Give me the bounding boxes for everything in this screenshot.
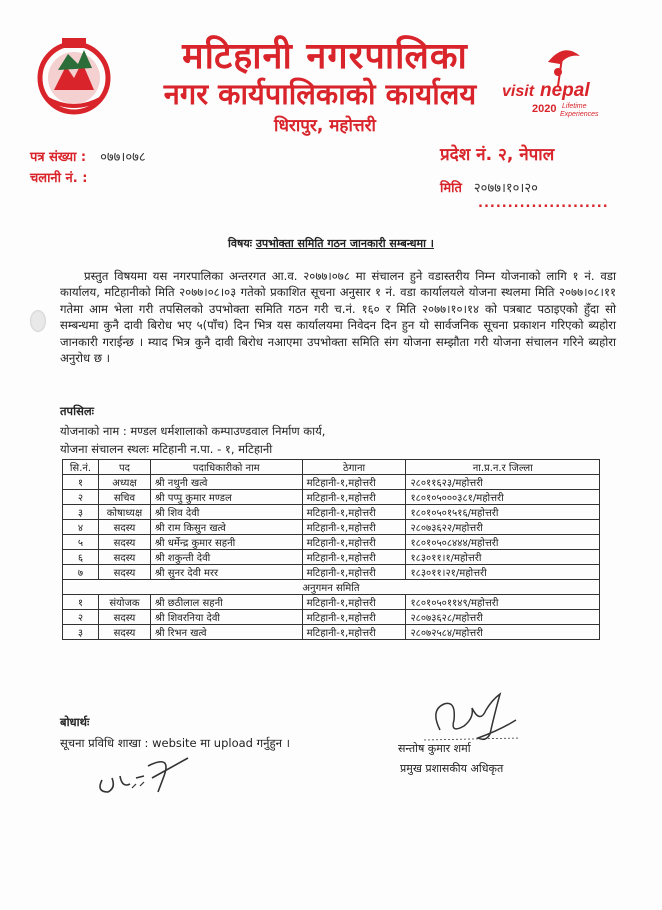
col-sn: सि.नं. — [63, 460, 99, 475]
col-name: पदाधिकारीको नाम — [150, 460, 302, 475]
chalani-label: चलानी नं. : — [30, 171, 88, 186]
signatory-title: प्रमुख प्रशासकीय अधिकृत — [400, 762, 504, 775]
visit-year: 2020 — [532, 103, 557, 115]
sn-cell: १ — [63, 595, 99, 610]
name-cell: श्री धर्मेन्द्र कुमार सहनी — [150, 535, 302, 550]
visit-word: visit — [502, 83, 535, 100]
post-cell: कोषाध्यक्ष — [98, 505, 150, 520]
sn-cell: ७ — [63, 565, 99, 580]
visit-nepal-logo — [498, 42, 618, 128]
address-cell: मटिहानी-१,महोत्तरी — [302, 550, 406, 565]
citizenship-cell: १८०१०५०८४४४/महोत्तरी — [406, 535, 600, 550]
tapsil-label: तपसिलः — [60, 404, 94, 418]
name-cell: श्री सुनर देवी मरर — [150, 565, 302, 580]
name-cell: श्री शिव देवी — [150, 505, 302, 520]
table-row — [63, 595, 600, 610]
name-cell: श्री नथुनी खत्वे — [150, 475, 302, 490]
subject-text: उपभोक्ता समिति गठन जानकारी सम्बन्धमा । — [255, 237, 434, 250]
subject-prefix: विषयः — [228, 237, 252, 250]
name-cell: श्री रिभन खत्वे — [150, 625, 302, 640]
table-row — [63, 505, 600, 520]
address-cell: मटिहानी-१,महोत्तरी — [302, 565, 406, 580]
bodhartha-label: बोधार्थः — [60, 715, 90, 729]
sn-cell: ३ — [63, 625, 99, 640]
sn-cell: ४ — [63, 520, 99, 535]
col-post: पद — [98, 460, 150, 475]
post-cell: सदस्य — [98, 610, 150, 625]
address-cell: मटिहानी-१,महोत्तरी — [302, 475, 406, 490]
date-value: २०७७।१०।२० — [473, 181, 538, 196]
name-cell: श्री पप्पु कुमार मण्डल — [150, 490, 302, 505]
sn-cell: २ — [63, 490, 99, 505]
project-site: योजना संचालन स्थलः मटिहानी न.पा. - १, मटिहानी — [60, 442, 273, 456]
citizenship-cell: १८०१०५०१५१६/महोत्तरी — [406, 505, 600, 520]
col-citizenship: ना.प्र.न.र जिल्ला — [406, 460, 600, 475]
body-paragraph-block — [60, 268, 616, 366]
visit-tagline-1: Lifetime — [562, 103, 587, 110]
patra-value: ०७७।०७८ — [100, 150, 146, 165]
sn-cell: १ — [63, 475, 99, 490]
sn-cell: ३ — [63, 505, 99, 520]
section-label: अनुगमन समिति — [63, 580, 600, 595]
signatory-name: सन्तोष कुमार शर्मा — [398, 742, 471, 755]
citizenship-cell: १८३०११।२१/महोत्तरी — [406, 565, 600, 580]
citizenship-cell: २८०७३६२२/महोत्तरी — [406, 520, 600, 535]
initials-signature — [92, 748, 202, 806]
sn-cell: ५ — [63, 535, 99, 550]
post-cell: सदस्य — [98, 520, 150, 535]
office-address: धिरापुर, महोत्तरी — [274, 116, 376, 136]
bodhartha-note: सूचना प्रविधि शाखा : website मा upload गर्नुहुन । — [60, 736, 290, 750]
citizenship-cell: २८०७३६२८/महोत्तरी — [406, 610, 600, 625]
sn-cell: २ — [63, 610, 99, 625]
project-name: योजनाको नाम : मण्डल धर्मशालाको कम्पाउण्डवाल निर्माण कार्य, — [60, 424, 326, 438]
address-cell: मटिहानी-१,महोत्तरी — [302, 520, 406, 535]
post-cell: सदस्य — [98, 565, 150, 580]
officer-signature — [420, 690, 530, 746]
table-row — [63, 475, 600, 490]
col-address: ठेगाना — [302, 460, 406, 475]
post-cell: सदस्य — [98, 625, 150, 640]
citizenship-cell: १८०१०५०००३८१/महोत्तरी — [406, 490, 600, 505]
name-cell: श्री शिवरनिया देवी — [150, 610, 302, 625]
date-label: मिति — [440, 181, 462, 196]
name-cell: श्री छठीलाल सहनी — [150, 595, 302, 610]
punch-hole — [30, 310, 46, 332]
post-cell: सदस्य — [98, 535, 150, 550]
nepal-word: nepal — [540, 80, 590, 101]
emblem-icon — [28, 28, 138, 118]
address-cell: मटिहानी-१,महोत्तरी — [302, 595, 406, 610]
address-cell: मटिहानी-१,महोत्तरी — [302, 490, 406, 505]
citizenship-cell: १८३०११।१/महोत्तरी — [406, 550, 600, 565]
committee-table — [62, 459, 600, 640]
citizenship-cell: १८०१०५०११४९/महोत्तरी — [406, 595, 600, 610]
address-cell: मटिहानी-१,महोत्तरी — [302, 625, 406, 640]
table-row — [63, 490, 600, 505]
address-cell: मटिहानी-१,महोत्तरी — [302, 610, 406, 625]
table-row — [63, 565, 600, 580]
visit-tagline-2: Experiences — [560, 111, 599, 118]
citizenship-cell: २८०७२५८४/महोत्तरी — [406, 625, 600, 640]
table-header-row — [63, 460, 600, 475]
section-row — [63, 580, 600, 595]
post-cell: अध्यक्ष — [98, 475, 150, 490]
municipality-title: मटिहानी नगरपालिका — [182, 36, 468, 77]
office-title: नगर कार्यपालिकाको कार्यालय — [163, 77, 477, 111]
table-row — [63, 535, 600, 550]
post-cell: संयोजक — [98, 595, 150, 610]
name-cell: श्री राम किसुन खत्वे — [150, 520, 302, 535]
subject-line — [0, 236, 662, 251]
post-cell: सचिव — [98, 490, 150, 505]
patra-label: पत्र संख्या : — [30, 150, 87, 165]
province-line: प्रदेश नं. २, नेपाल — [440, 145, 555, 165]
patra-sankhya — [30, 147, 146, 165]
sn-cell: ६ — [63, 550, 99, 565]
citizenship-cell: २८०११६२३/महोत्तरी — [406, 475, 600, 490]
post-cell: सदस्य — [98, 550, 150, 565]
table-row — [63, 625, 600, 640]
body-paragraph: प्रस्तुत विषयमा यस नगरपालिका अन्तरगत आ.व. २०७७।०७८ मा संचालन हुने वडास्तरीय निम्न योजनाको लागि १ नं. वडा कार्यालय, मटिहानीको मिति २०७७।०८।०३ गतेको प्रकाशित सूचना अनुसार १ नं. वडा कार्यालयले योजना स्थलमा मिति २०७७।०८।११ गतेमा आम भेला गरी तपसिलको उपभोक्ता समिति गठन गरी च.नं. १६० र मिति २०७७।१०।१४ को पत्रबाट पठाइएकोे हुँदा सो सम्बन्धमा कुनै दावी बिरोध भए ५(पाँच) दिन भित्र यस कार्यालयमा निवेदन दिन हुन यो सार्वजनिक सूचना प्रकाशन गरिएको ब्यहोरा जानकारी गराईन्छ । म्याद भित्र कुनै दावी बिरोध नआएमा उपभोक्ता समिति संग योजना सम्झौता गरी योजना संचालन गरिने ब्यहोरा अनुरोध छ । — [60, 269, 616, 366]
table-row — [63, 550, 600, 565]
committee-body — [63, 475, 600, 640]
table-row — [63, 610, 600, 625]
chalani-number — [30, 168, 101, 186]
address-cell: मटिहानी-१,महोत्तरी — [302, 535, 406, 550]
name-cell: श्री शकुन्ती देवी — [150, 550, 302, 565]
table-row — [63, 520, 600, 535]
date-dots: ...................... — [478, 196, 609, 211]
address-cell: मटिहानी-१,महोत्तरी — [302, 505, 406, 520]
date-line — [440, 178, 609, 211]
